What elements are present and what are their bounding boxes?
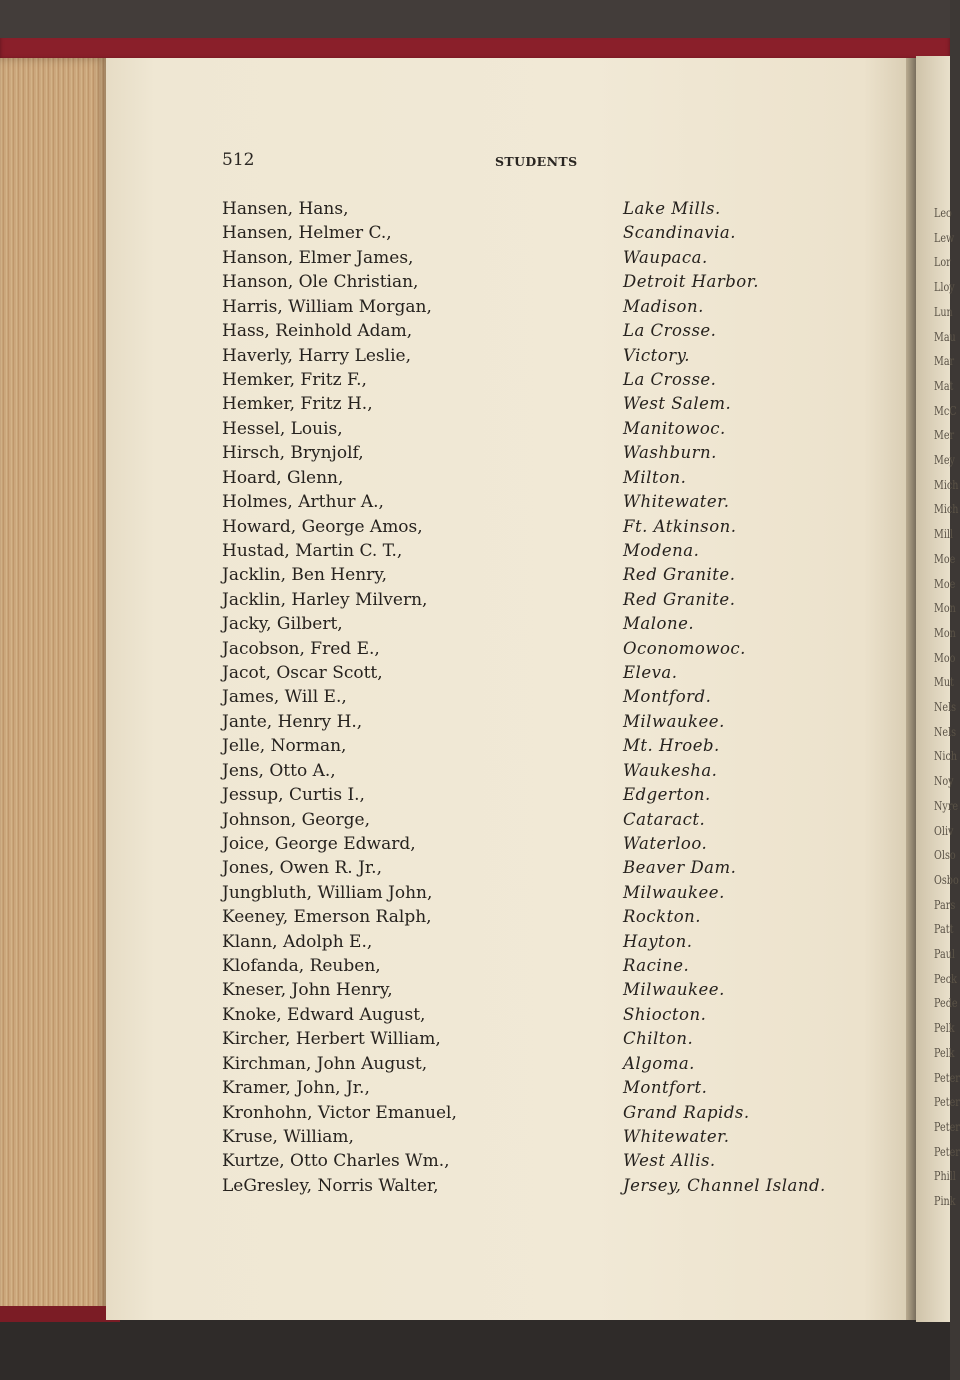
- facing-page-fragment: Mat: [934, 378, 954, 393]
- student-hometown: Chilton.: [623, 1029, 694, 1049]
- facing-page-fragment: Mich: [934, 502, 959, 517]
- student-hometown: Grand Rapids.: [623, 1102, 750, 1122]
- student-name: Jens, Otto A.,: [222, 760, 336, 781]
- facing-page-fragment: Olso: [934, 848, 956, 863]
- facing-page-fragment: Oliv: [934, 823, 954, 838]
- list-item: [0, 663, 900, 687]
- student-name: Knoke, Edward August,: [222, 1004, 426, 1025]
- student-hometown: Madison.: [623, 296, 704, 316]
- student-name: Kramer, John, Jr.,: [222, 1078, 370, 1099]
- facing-page-fragment: Pars: [934, 897, 956, 912]
- list-item: [0, 272, 900, 296]
- list-item: [0, 1078, 900, 1102]
- student-name: Keeney, Emerson Ralph,: [222, 907, 432, 928]
- list-item: [0, 517, 900, 541]
- list-item: [0, 1029, 900, 1053]
- facing-page-fragment: Moo: [934, 650, 956, 665]
- student-name: Kruse, William,: [222, 1127, 354, 1147]
- list-item: [0, 883, 900, 907]
- list-item: [0, 858, 900, 882]
- facing-page-fragment: Mey: [934, 453, 955, 467]
- student-name: Hansen, Hans,: [222, 199, 349, 219]
- student-name: Johnson, George,: [222, 809, 371, 830]
- list-item: [0, 1103, 900, 1127]
- list-item: [0, 956, 900, 980]
- list-item: [0, 907, 900, 931]
- student-hometown: West Allis.: [623, 1151, 716, 1171]
- list-item: [0, 712, 900, 736]
- student-hometown: Lake Mills.: [623, 199, 721, 218]
- list-item: [0, 419, 900, 443]
- list-item: [0, 1176, 900, 1200]
- list-item: [0, 761, 900, 785]
- student-hometown: Rockton.: [623, 907, 702, 927]
- student-hometown: Victory.: [623, 345, 690, 365]
- facing-page-fragment: McC: [934, 403, 957, 418]
- list-item: [0, 614, 900, 638]
- student-hometown: Detroit Harbor.: [623, 272, 760, 292]
- facing-page-fragment: Lloy: [934, 280, 955, 295]
- list-item: [0, 736, 900, 760]
- student-name: Jones, Owen R. Jr.,: [222, 858, 382, 879]
- student-hometown: Milwaukee.: [623, 980, 725, 1000]
- student-name: Joice, George Edward,: [222, 833, 416, 854]
- student-name: Jante, Henry H.,: [222, 711, 363, 732]
- list-item: [0, 541, 900, 565]
- student-hometown: Montford.: [623, 687, 712, 707]
- list-item: [0, 1151, 900, 1175]
- student-hometown: La Crosse.: [623, 321, 717, 341]
- student-name: Hoard, Glenn,: [222, 467, 344, 488]
- facing-page-fragment: Mau: [934, 329, 956, 344]
- facing-page-fragment: Mut: [934, 675, 954, 690]
- student-name: Jacky, Gilbert,: [222, 614, 343, 635]
- student-name: Hirsch, Brynjolf,: [222, 443, 364, 464]
- list-item: [0, 834, 900, 858]
- facing-page-fragment: Mer: [934, 428, 955, 443]
- student-hometown: La Crosse.: [623, 369, 717, 389]
- facing-page-fragment: Phill: [934, 1169, 956, 1184]
- student-name: Harris, William Morgan,: [222, 296, 432, 317]
- student-name: Hanson, Elmer James,: [222, 247, 414, 268]
- facing-page-fragment: Nyre: [934, 798, 959, 813]
- facing-page-fragment: Leo: [934, 206, 952, 220]
- list-item: [0, 394, 900, 418]
- facing-page-edge: [916, 56, 960, 1322]
- facing-page-fragment: Mich: [934, 477, 959, 492]
- facing-page-fragment: Peter: [934, 1144, 960, 1159]
- student-name: Jessup, Curtis I.,: [222, 785, 365, 806]
- student-name: Hustad, Martin C. T.,: [222, 540, 403, 561]
- student-hometown: Washburn.: [623, 443, 717, 463]
- student-name: Jacklin, Ben Henry,: [222, 565, 388, 586]
- student-name: Hemker, Fritz H.,: [222, 394, 373, 415]
- list-item: [0, 1005, 900, 1029]
- student-name: Hanson, Ole Christian,: [222, 272, 419, 293]
- facing-page-fragment: Osbo: [934, 872, 959, 887]
- student-name: Holmes, Arthur A.,: [222, 492, 384, 512]
- student-name: James, Will E.,: [222, 687, 347, 708]
- facing-page-fragment: Mon: [934, 601, 956, 616]
- student-hometown: Racine.: [623, 956, 690, 975]
- student-hometown: Beaver Dam.: [623, 858, 737, 878]
- student-name: Hansen, Helmer C.,: [222, 223, 392, 244]
- student-name: Jungbluth, William John,: [222, 882, 433, 903]
- student-name: Jacot, Oscar Scott,: [222, 663, 383, 683]
- student-hometown: Oconomowoc.: [623, 638, 746, 658]
- background-bottom: [0, 1318, 950, 1380]
- facing-page-fragment: Patt: [934, 922, 954, 937]
- facing-page-fragment: Lew: [934, 230, 955, 245]
- facing-page-fragment: Moe: [934, 576, 956, 591]
- facing-page-fragment: Pelk: [934, 1045, 955, 1060]
- student-hometown: Eleva.: [623, 663, 678, 682]
- student-name: Kurtze, Otto Charles Wm.,: [222, 1151, 450, 1172]
- list-item: [0, 639, 900, 663]
- list-item: [0, 468, 900, 492]
- student-name: Jacklin, Harley Milvern,: [222, 589, 428, 610]
- book-cover-corner: [0, 1306, 120, 1322]
- page-number: 512: [222, 150, 255, 170]
- list-item: [0, 492, 900, 516]
- student-hometown: Cataract.: [623, 809, 706, 829]
- student-hometown: West Salem.: [623, 394, 732, 414]
- student-hometown: Algoma.: [623, 1053, 695, 1073]
- facing-page-fragment: Paul: [934, 947, 956, 961]
- student-hometown: Waupaca.: [623, 247, 708, 267]
- list-item: [0, 223, 900, 247]
- facing-page-fragment: Pelk: [934, 1021, 955, 1036]
- student-hometown: Malone.: [623, 614, 695, 634]
- facing-page-fragment: Mon: [934, 625, 956, 640]
- student-hometown: Whitewater.: [623, 1127, 730, 1146]
- list-item: [0, 1054, 900, 1078]
- student-name: Klann, Adolph E.,: [222, 931, 373, 952]
- facing-page-fragment: Pede: [934, 996, 958, 1011]
- student-name: Kronhohn, Victor Emanuel,: [222, 1102, 457, 1123]
- list-item: [0, 321, 900, 345]
- list-item: [0, 297, 900, 321]
- student-name: Haverly, Harry Leslie,: [222, 345, 411, 366]
- student-hometown: Modena.: [623, 540, 700, 560]
- student-name: Jelle, Norman,: [222, 736, 347, 757]
- student-hometown: Mt. Hroeb.: [623, 736, 720, 756]
- student-name: Hessel, Louis,: [222, 418, 343, 439]
- facing-page-fragment: Peter: [934, 1095, 960, 1110]
- student-hometown: Red Granite.: [623, 565, 736, 585]
- student-hometown: Whitewater.: [623, 492, 730, 511]
- list-item: [0, 565, 900, 589]
- student-hometown: Milwaukee.: [623, 882, 725, 902]
- facing-page-fragment: Nels: [934, 724, 957, 739]
- student-name: Howard, George Amos,: [222, 516, 423, 537]
- facing-page-fragment: Peter: [934, 1119, 960, 1134]
- facing-page-fragment: Mill: [934, 527, 954, 542]
- student-hometown: Waukesha.: [623, 760, 718, 780]
- list-item: [0, 785, 900, 809]
- facing-page-fragment: Lun: [934, 304, 953, 319]
- student-hometown: Milwaukee.: [623, 711, 725, 731]
- list-item: [0, 590, 900, 614]
- list-item: [0, 980, 900, 1004]
- facing-page-fragment: Nels: [934, 700, 957, 714]
- student-name: Kirchman, John August,: [222, 1053, 428, 1074]
- student-hometown: Ft. Atkinson.: [623, 516, 737, 536]
- student-hometown: Waterloo.: [623, 833, 708, 853]
- student-hometown: Montfort.: [623, 1078, 708, 1098]
- student-hometown: Edgerton.: [623, 785, 711, 805]
- list-item: [0, 443, 900, 467]
- list-item: [0, 1127, 900, 1151]
- list-item: [0, 687, 900, 711]
- student-name: Kneser, John Henry,: [222, 980, 393, 1001]
- facing-page-fragment: Moe: [934, 551, 956, 566]
- running-head: STUDENTS: [495, 154, 578, 169]
- facing-page-fragment: Nich: [934, 749, 958, 764]
- list-item: [0, 248, 900, 272]
- student-hometown: Shiocton.: [623, 1004, 707, 1024]
- facing-page-fragment: Lor: [934, 255, 951, 270]
- facing-page-fragment: Mar: [934, 354, 955, 369]
- student-name: LeGresley, Norris Walter,: [222, 1175, 439, 1196]
- student-name: Hemker, Fritz F.,: [222, 369, 367, 390]
- student-hometown: Jersey, Channel Island.: [623, 1175, 826, 1195]
- student-name: Kircher, Herbert William,: [222, 1029, 441, 1050]
- list-item: [0, 932, 900, 956]
- list-item: [0, 370, 900, 394]
- facing-page-fragment: Peck: [934, 971, 957, 986]
- facing-page-fragment: Noy: [934, 774, 954, 789]
- student-hometown: Hayton.: [623, 931, 693, 951]
- list-item: [0, 810, 900, 834]
- student-name: Jacobson, Fred E.,: [222, 638, 380, 659]
- facing-page-fragment: Peter: [934, 1070, 960, 1085]
- student-name: Klofanda, Reuben,: [222, 956, 381, 976]
- student-name: Hass, Reinhold Adam,: [222, 321, 413, 342]
- list-item: [0, 199, 900, 223]
- student-hometown: Red Granite.: [623, 589, 736, 609]
- student-hometown: Scandinavia.: [623, 223, 736, 243]
- facing-page-fragment: Pink: [934, 1194, 956, 1208]
- student-hometown: Milton.: [623, 467, 687, 487]
- student-hometown: Manitowoc.: [623, 418, 726, 438]
- list-item: [0, 346, 900, 370]
